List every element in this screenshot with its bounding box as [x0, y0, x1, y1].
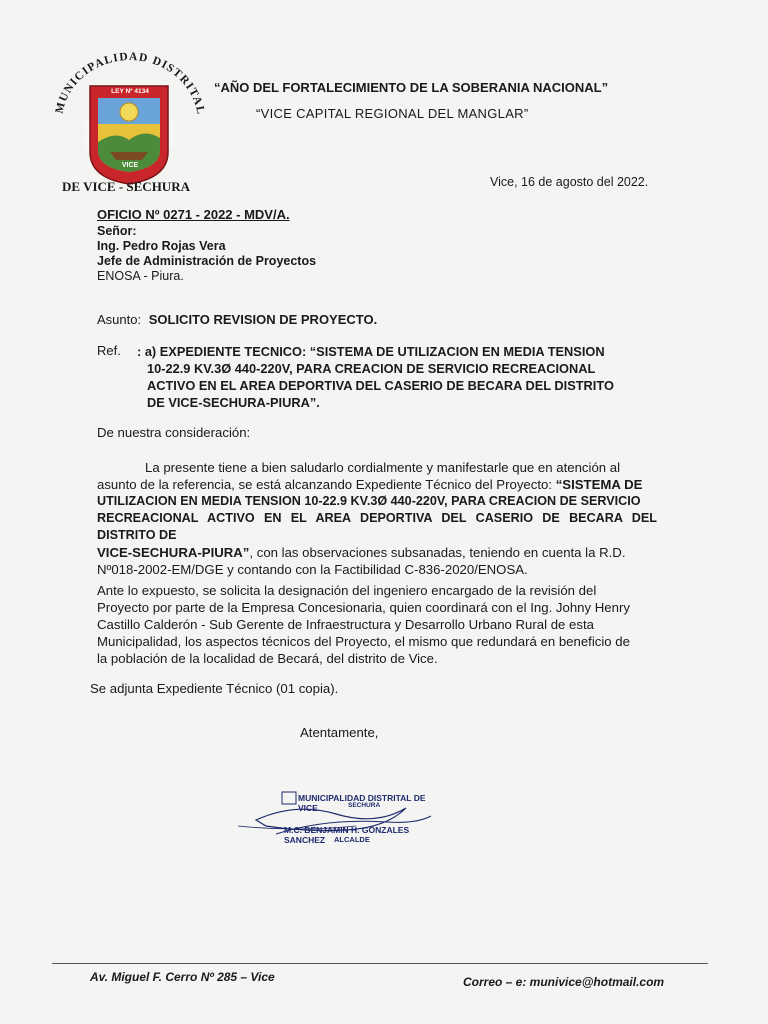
recipient-block: [97, 224, 316, 284]
signature-stamp: [236, 782, 446, 852]
paragraph-2-line-4: Municipalidad, los aspectos técnicos del Proyecto, el mismo que redundará en beneficio de: [97, 634, 630, 649]
recipient-salutation: Señor:: [97, 224, 137, 238]
year-title: “AÑO DEL FORTALECIMIENTO DE LA SOBERANIA NACIONAL”: [214, 80, 609, 95]
date-line: Vice, 16 de agosto del 2022.: [490, 175, 649, 189]
ref-line-3: ACTIVO EN EL AREA DEPORTIVA DEL CASERIO DE BECARA DEL DISTRITO: [147, 378, 614, 393]
paragraph-1-line-2-normal: asunto de la referencia, se está alcanzando Expediente Técnico del Proyecto:: [97, 477, 553, 492]
ref-label: Ref.: [97, 343, 121, 358]
ref-line-1: : a) EXPEDIENTE TECNICO: “SISTEMA DE UTILIZACION EN MEDIA TENSION: [137, 344, 605, 359]
ref-line-4: DE VICE-SECHURA-PIURA”.: [147, 395, 320, 410]
paragraph-2-line-1: Ante lo expuesto, se solicita la designación del ingeniero encargado de la revisión del: [97, 583, 597, 598]
footer-address: Av. Miguel F. Cerro Nº 285 – Vice: [90, 970, 275, 984]
footer-divider: [52, 963, 708, 964]
attachment-note: Se adjunta Expediente Técnico (01 copia).: [90, 681, 339, 696]
oficio-number: OFICIO Nº 0271 - 2022 - MDV/A.: [97, 207, 290, 222]
emblem-bottom-caption: DE VICE - SECHURA: [62, 179, 190, 194]
ref-block: [137, 343, 617, 411]
greeting: De nuestra consideración:: [97, 425, 251, 440]
paragraph-1-line-5-bold: VICE-SECHURA-PIURA”: [97, 545, 250, 560]
asunto-line: [97, 312, 377, 327]
paragraph-1-line-3: UTILIZACION EN MEDIA TENSION 10-22.9 KV.3Ø 440-220V, PARA CREACION DE SERVICIO: [97, 494, 641, 508]
footer-email: Correo – e: munivice@hotmail.com: [463, 975, 665, 989]
emblem-shield-left-text: 15 DE JUNIO: [85, 118, 91, 152]
emblem-shield-bottom-text: VICE: [121, 162, 139, 169]
asunto-text: SOLICITO REVISION DE PROYECTO.: [148, 312, 378, 327]
paragraph-1-line-5-normal: , con las observaciones subsanadas, teniendo en cuenta la R.D.: [249, 545, 626, 560]
stamp-signer: M.C. BENJAMIN H. GONZALES SANCHEZ: [284, 825, 410, 845]
emblem-shield-top-text: LEY Nº 4134: [111, 88, 149, 95]
closing: Atentamente,: [300, 725, 379, 740]
recipient-entity: ENOSA - Piura.: [97, 269, 184, 283]
asunto-label: Asunto:: [97, 312, 142, 327]
paragraph-1-line-2: [97, 476, 657, 493]
municipal-emblem: [50, 52, 210, 197]
paragraph-1-line-2-bold: “SISTEMA DE: [555, 477, 643, 492]
paragraph-2: [97, 582, 657, 667]
paragraph-1: [97, 459, 657, 578]
paragraph-2-line-5: la población de la localidad de Becará, del distrito de Vice.: [97, 651, 438, 666]
emblem-graphic: [50, 52, 210, 197]
stamp-locality: SECHURA: [348, 802, 381, 809]
paragraph-1-line-1: La presente tiene a bien saludarlo cordialmente y manifestarle que en atención al: [145, 460, 621, 475]
stamp-title: ALCALDE: [334, 835, 370, 844]
recipient-position: Jefe de Administración de Proyectos: [97, 254, 317, 268]
ref-line-2: 10-22.9 KV.3Ø 440-220V, PARA CREACION DE SERVICIO RECREACIONAL: [147, 361, 596, 376]
paragraph-1-line-4: RECREACIONAL ACTIVO EN EL AREA DEPORTIVA DEL CASERIO DE BECARA DEL DISTRITO DE: [97, 511, 657, 542]
stamp-institution: MUNICIPALIDAD DISTRITAL DE VICE: [298, 793, 426, 813]
capital-title: “VICE CAPITAL REGIONAL DEL MANGLAR”: [256, 106, 529, 121]
svg-text:MUNICIPALIDAD DISTRITAL: MUNICIPALIDAD DISTRITAL: [53, 52, 207, 116]
emblem-shield-right-text: AÑO 1920: [167, 122, 173, 148]
paragraph-1-line-5: [97, 544, 657, 561]
paragraph-2-line-3: Castillo Calderón - Sub Gerente de Infraestructura y Desarrollo Urbano Rural de esta: [97, 617, 594, 632]
recipient-name: Ing. Pedro Rojas Vera: [97, 239, 226, 253]
paragraph-2-line-2: Proyecto por parte de la Empresa Concesionaria, quien coordinará con el Ing. Johny Henry: [97, 600, 630, 615]
paragraph-1-line-6: Nº018-2002-EM/DGE y contando con la Factibilidad C-836-2020/ENOSA.: [97, 562, 528, 577]
